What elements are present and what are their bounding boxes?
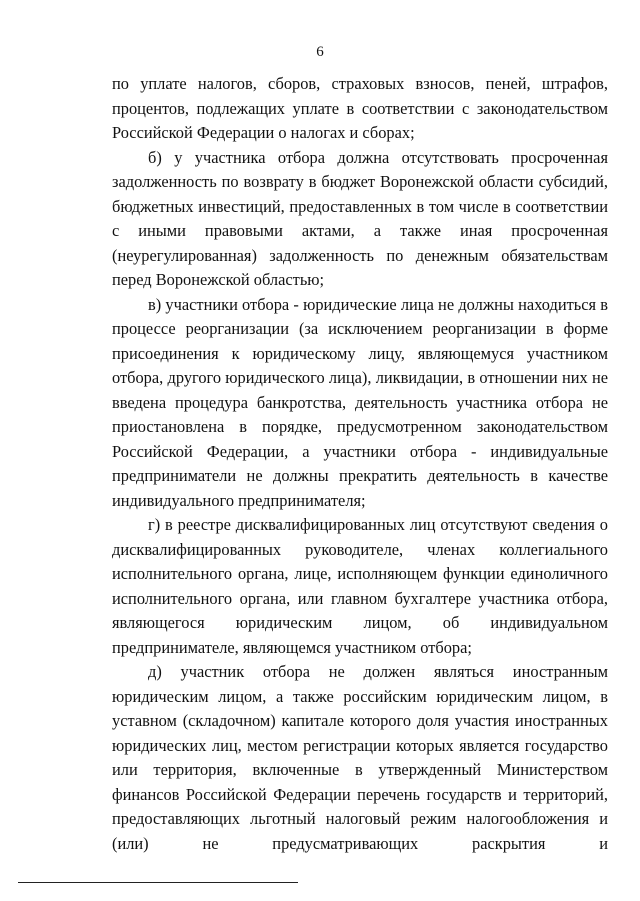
footer-rule bbox=[18, 882, 298, 883]
paragraph-continuation: по уплате налогов, сборов, страховых взносов, пеней, штрафов, процентов, подлежащих уплате в соответствии с законодательством Российской Федерации о налогах и сборах; bbox=[112, 74, 608, 142]
paragraph-v: в) участники отбора - юридические лица не должны находиться в процессе реорганизации (за исключением реорганизации в форме присоединения к юридическому лицу, являющемуся участником отбора, другого юридического лица), ликвидации, в отношении них не введена процедура банкротства, деятельность участника отбора не приостановлена в порядке, предусмотренном законодательством Российской Федерации, а участники отбора - индивидуальные предприниматели не должны прекратить деятельность в качестве индивидуального предпринимателя; bbox=[112, 294, 608, 510]
document-body bbox=[112, 72, 608, 856]
page-number: 6 bbox=[316, 44, 324, 60]
paragraph-g: г) в реестре дисквалифицированных лиц отсутствуют сведения о дисквалифицированных руководителе, членах коллегиального исполнительного органа, лице, исполняющем функции единоличного исполнительного органа, или главном бухгалтере участника отбора, являющегося юридическим лицом, об индивидуальном предпринимателе, являющемся участником отбора; bbox=[112, 515, 608, 657]
paragraph-d: д) участник отбора не должен являться иностранным юридическим лицом, а также российским юридическим лицом, в уставном (складочном) капитале которого доля участия иностранных юридических лиц, местом регистрации которых является государство или территория, включенные в утвержденный Министерством финансов Российской Федерации перечень государств и территорий, предоставляющих льготный налоговый режим налогообложения и (или) не предусматривающих раскрытия и bbox=[112, 662, 608, 853]
paragraph-b: б) у участника отбора должна отсутствовать просроченная задолженность по возврату в бюджет Воронежской области субсидий, бюджетных инвестиций, предоставленных в том числе в соответствии с иными правовыми актами, а также иная просроченная (неурегулированная) задолженность по денежным обязательствам перед Воронежской областью; bbox=[112, 147, 608, 289]
